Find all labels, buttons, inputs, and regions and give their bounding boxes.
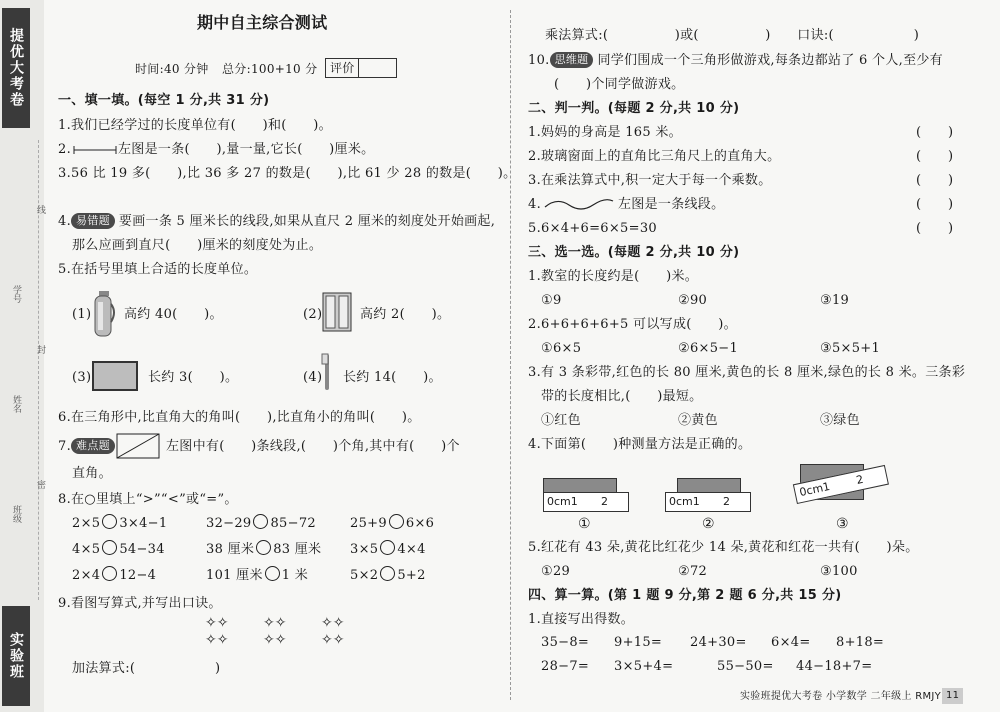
page-number: 11	[942, 688, 963, 704]
star-icon: ✧	[205, 632, 217, 648]
compare-circle[interactable]	[102, 514, 117, 529]
judge-4-text: 左图是一条线段。	[618, 197, 725, 212]
q2-number: 2.	[58, 142, 72, 157]
rectangle-diagonal-figure	[116, 433, 160, 459]
q5-1-label: (1)	[72, 307, 92, 322]
choice-2-opt-a[interactable]: ①6×5	[541, 341, 582, 356]
brand-top: 提优大考卷	[2, 8, 30, 128]
judge-2: 2.玻璃窗面上的直角比三角尺上的直角大。	[528, 149, 781, 164]
q5-4-label: (4)	[303, 370, 323, 385]
toothbrush-icon	[320, 352, 334, 392]
calc-q1: 1.直接写出得数。	[528, 612, 635, 627]
q6-text: 6.在三角形中,比直角大的角叫( ),比直角小的角叫( )。	[58, 410, 421, 425]
judge-4: 4.	[528, 197, 542, 212]
choice-3-line2: 带的长度相比,( )最短。	[541, 389, 703, 404]
q5-3-text: 长约 3( )。	[148, 370, 239, 385]
compare-circle[interactable]	[380, 566, 395, 581]
brand-bottom: 实验班	[2, 606, 30, 706]
label-name: 姓名	[11, 395, 21, 413]
calc-r1-4: 6×4=	[771, 635, 811, 650]
label-student-no: 学号	[11, 285, 21, 303]
ruler-figure-1: 0cm1 2	[543, 478, 628, 512]
star-group-2	[263, 615, 286, 649]
choice-1: 1.教室的长度约是( )米。	[528, 269, 699, 284]
choice-3-opt-b[interactable]: ②黄色	[678, 413, 718, 428]
compare-circle[interactable]	[256, 540, 271, 555]
label-line: 线	[35, 205, 45, 214]
q7-text-b: 直角。	[72, 466, 112, 481]
star-icon: ✧	[263, 632, 275, 648]
q1-text: 1.我们已经学过的长度单位有( )和( )。	[58, 118, 332, 133]
choice-2: 2.6+6+6+6+5 可以写成( )。	[528, 317, 737, 332]
star-icon: ✧	[274, 632, 287, 648]
star-icon: ✧	[332, 615, 345, 631]
section-1-heading: 一、填一填。(每空 1 分,共 31 分)	[58, 93, 270, 108]
choice-3-opt-a[interactable]: ①红色	[541, 413, 581, 428]
cmp-r3-c1: 2×4 12−4	[72, 568, 157, 583]
calc-r1-1: 35−8=	[541, 635, 590, 650]
choice-1-opt-a[interactable]: ①9	[541, 293, 562, 308]
calc-r2-4: 44−18+7=	[796, 659, 873, 674]
q9-text: 9.看图写算式,并写出口诀。	[58, 596, 222, 611]
q10-line2: ( )个同学做游戏。	[554, 77, 685, 92]
q5-2-text: 高约 2( )。	[360, 307, 451, 322]
choice-3-opt-c[interactable]: ③绿色	[820, 413, 860, 428]
eval-box[interactable]	[325, 58, 397, 78]
q5-1-text: 高约 40( )。	[124, 307, 223, 322]
judge-5: 5.6×4+6=6×5=30	[528, 221, 657, 236]
cmp-r1-c1: 2×5 3×4−1	[72, 516, 168, 531]
time-limit: 时间:40 分钟	[135, 62, 209, 76]
judge-3-answer[interactable]: ( )	[916, 173, 954, 188]
q4-text-a: 要画一条 5 厘米长的线段,如果从直尺 2 厘米的刻度处开始画起,	[118, 214, 496, 229]
footer-text: 实验班提优大考卷 小学数学 二年级上 RMJY	[740, 691, 942, 702]
star-icon: ✧	[263, 615, 275, 631]
label-secret: 密	[35, 480, 45, 489]
q2-text: 左图是一条( ),量一量,它长( )厘米。	[118, 142, 375, 157]
compare-circle[interactable]	[265, 566, 280, 581]
choice-1-opt-c[interactable]: ③19	[820, 293, 850, 308]
star-icon: ✧	[216, 615, 229, 631]
choice-4: 4.下面第( )种测量方法是正确的。	[528, 437, 752, 452]
cmp-r1-c2: 32−29 85−72	[206, 516, 316, 531]
q7-text-a: 左图中有( )条线段,( )个角,其中有( )个	[166, 439, 460, 454]
total-score: 总分:100+10 分	[222, 62, 318, 76]
calc-r1-3: 24+30=	[690, 635, 747, 650]
ruler-figure-3	[795, 462, 895, 514]
choice-4-opt-b[interactable]: ②	[702, 516, 715, 532]
eval-label: 评价	[330, 61, 355, 75]
choice-2-opt-c[interactable]: ③5×5+1	[820, 341, 881, 356]
q5-text: 5.在括号里填上合适的长度单位。	[58, 262, 258, 277]
star-groups	[205, 615, 380, 655]
q4-line1	[58, 213, 495, 231]
wavy-line-figure	[543, 195, 615, 215]
binding-sidebar	[0, 0, 44, 712]
choice-1-opt-b[interactable]: ②90	[678, 293, 708, 308]
choice-5: 5.红花有 43 朵,黄花比红花少 14 朵,黄花和红花一共有( )朵。	[528, 540, 919, 555]
compare-circle[interactable]	[389, 514, 404, 529]
star-group-1	[205, 615, 228, 649]
star-icon: ✧	[274, 615, 287, 631]
choice-2-opt-b[interactable]: ②6×5−1	[678, 341, 739, 356]
compare-circle[interactable]	[380, 540, 395, 555]
q7-number-text: 7.	[58, 439, 72, 454]
star-icon: ✧	[332, 632, 345, 648]
q10-line1	[528, 52, 943, 70]
q3-text: 3.56 比 19 多( ),比 36 多 27 的数是( ),比 61 少 28 的数是( )。	[58, 166, 517, 181]
page-title: 期中自主综合测试	[197, 13, 328, 32]
choice-4-opt-a[interactable]: ①	[578, 516, 591, 532]
section-3-heading: 三、选一选。(每题 2 分,共 10 分)	[528, 245, 740, 260]
q4-number: 4.	[58, 214, 72, 229]
badge-difficult: 难点题	[71, 438, 115, 454]
column-divider	[510, 10, 512, 700]
ruler-figure-2: 0cm1 2	[665, 478, 750, 512]
cmp-r1-c3: 25+9 6×6	[350, 516, 435, 531]
calc-r1-2: 9+15=	[614, 635, 663, 650]
q4-line2: 那么应画到直尺( )厘米的刻度处为止。	[72, 238, 323, 253]
judge-3: 3.在乘法算式中,积一定大于每一个乘数。	[528, 173, 772, 188]
label-seal: 封	[35, 345, 45, 354]
star-icon: ✧	[321, 615, 333, 631]
judge-1: 1.妈妈的身高是 165 米。	[528, 125, 682, 140]
badge-error-prone: 易错题	[71, 213, 115, 229]
star-group-3	[321, 615, 344, 649]
calc-r2-2: 3×5+4=	[614, 659, 674, 674]
cmp-r2-c3: 3×5 4×4	[350, 542, 426, 557]
judge-5-answer[interactable]: ( )	[916, 221, 954, 236]
judge-2-answer[interactable]: ( )	[916, 149, 954, 164]
cabinet-icon	[322, 292, 352, 332]
compare-circle[interactable]	[102, 540, 117, 555]
cmp-r3-c3: 5×2 5+2	[350, 568, 426, 583]
q9-multiplication: 乘法算式:( )或( ) 口诀:( )	[545, 28, 920, 43]
label-class: 班级	[11, 505, 21, 523]
calc-r2-1: 28−7=	[541, 659, 590, 674]
choice-5-opt-c[interactable]: ③100	[820, 564, 858, 579]
cmp-r2-c1: 4×5 54−34	[72, 542, 165, 557]
calc-r2-3: 55−50=	[717, 659, 774, 674]
cmp-r3-c2: 101 厘米 1 米	[206, 568, 309, 583]
tilted-ruler: 0cm1 2	[793, 465, 889, 504]
choice-5-opt-b[interactable]: ②72	[678, 564, 708, 579]
star-icon: ✧	[321, 632, 333, 648]
thermos-icon	[90, 290, 118, 338]
blackboard-icon	[92, 360, 138, 392]
choice-4-opt-c[interactable]: ③	[836, 516, 849, 532]
q9-addition: 加法算式:( )	[72, 661, 221, 676]
judge-1-answer[interactable]: ( )	[916, 125, 954, 140]
q7-number	[58, 438, 119, 456]
q10-text-a: 同学们围成一个三角形做游戏,每条边都站了 6 个人,至少有	[597, 53, 943, 68]
q8-text: 8.在○里填上“>”“<”或“=”。	[58, 492, 238, 507]
line-segment-figure	[72, 143, 118, 157]
compare-circle[interactable]	[102, 566, 117, 581]
calc-r1-5: 8+18=	[836, 635, 885, 650]
compare-circle[interactable]	[253, 514, 268, 529]
choice-3-line1: 3.有 3 条彩带,红色的长 80 厘米,黄色的长 8 厘米,绿色的长 8 米。三条彩	[528, 365, 966, 380]
choice-5-opt-a[interactable]: ①29	[541, 564, 571, 579]
star-icon: ✧	[216, 632, 229, 648]
star-icon: ✧	[205, 615, 217, 631]
section-2-heading: 二、判一判。(每题 2 分,共 10 分)	[528, 101, 740, 116]
section-4-heading: 四、算一算。(第 1 题 9 分,第 2 题 6 分,共 15 分)	[528, 588, 842, 603]
q5-3-label: (3)	[72, 370, 92, 385]
badge-thinking: 思维题	[550, 52, 594, 68]
q5-4-text: 长约 14( )。	[343, 370, 442, 385]
judge-4-answer[interactable]: ( )	[916, 197, 954, 212]
cmp-r2-c2: 38 厘米 83 厘米	[206, 542, 322, 557]
q5-2-label: (2)	[303, 307, 323, 322]
q10-number: 10.	[528, 53, 550, 68]
